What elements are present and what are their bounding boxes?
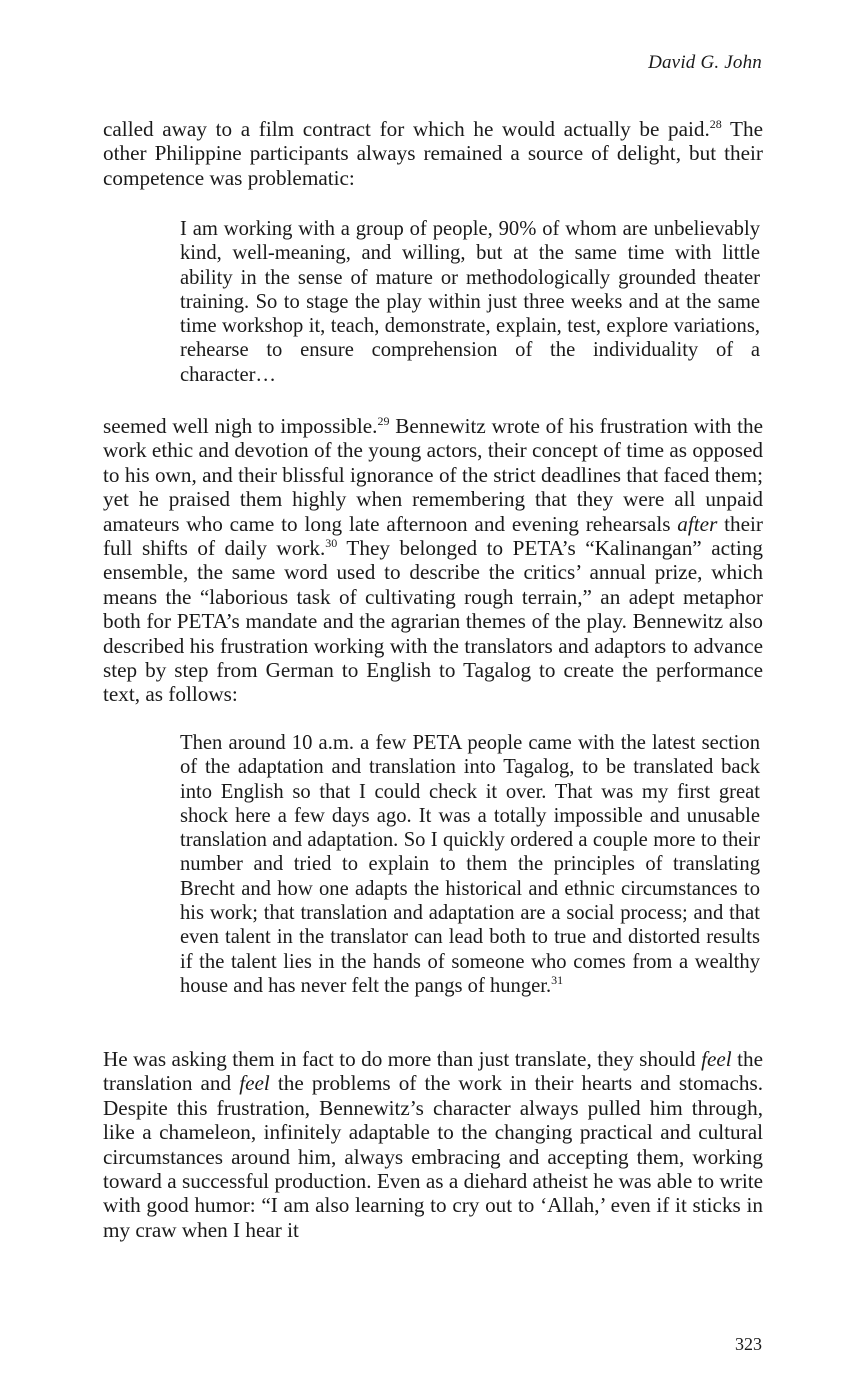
running-head: David G. John	[648, 52, 762, 73]
emphasis: feel	[239, 1071, 270, 1096]
footnote-ref-31[interactable]: 31	[551, 972, 564, 987]
text: The other Philippine participants always remained a source of delight, but their competence was problematic:	[103, 117, 763, 190]
body-paragraph-3	[103, 1047, 763, 1242]
block-quote-2	[180, 731, 760, 998]
emphasis: after	[677, 511, 718, 536]
footnote-ref-29[interactable]: 29	[377, 414, 390, 428]
quote-text: I am working with a group of people, 90% of whom are unbelievably kind, well-meaning, and willing, but at the same time with little ability in the sense of mature or methodologically grounded theater training. So to stage the play within just three weeks and at the same time workshop it, teach, demonstrate, explain, test, explore variations, rehearse to ensure comprehension of the individuality of a character…	[180, 218, 760, 386]
text: called away to a film contract for which he would actually be paid.	[103, 117, 710, 141]
text: He was asking them in fact to do more than just translate, they should	[103, 1047, 702, 1071]
page-number: 323	[735, 1334, 762, 1354]
text: the translation and	[103, 1047, 763, 1096]
quote-text: Then around 10 a.m. a few PETA people came with the latest section of the adaptation and translation into Tagalog, to be translated back into English so that I could check it over. That was my first great shock here a few days ago. It was a totally impossible and unusable translation and adaptation. So I quickly ordered a couple more to their number and tried to explain to them the principles of translating Brecht and how one adapts the historical and ethnic circumstances to his work; that translation and adaptation are a social process; and that even talent in the translator can lead both to true and distorted results if the talent lies in the hands of someone who comes from a wealthy house and has never felt the pangs of hunger.	[180, 732, 760, 997]
text: the problems of the work in their hearts and stomachs. Despite this frustration, Bennewitz’s character always pulled him through, like a chameleon, infinitely adaptable to the changing practical and cultural circumstances around him, always embracing and accepting them, working toward a successful production. Even as a diehard atheist he was able to write with good humor: “I am also learning to cry out to ‘Allah,’ even if it sticks in my craw when I hear it	[103, 1071, 764, 1242]
text: Bennewitz wrote of his frustration with the work ethic and devotion of the young actors, their concept of time as opposed to his own, and their blissful ignorance of the strict deadlines that faced them; yet he praised them highly when remembering that they were all unpaid amateurs who came to long late afternoon and evening rehearsals	[103, 414, 763, 536]
footnote-ref-30[interactable]: 30	[325, 536, 338, 551]
emphasis: feel	[701, 1047, 732, 1071]
text: their full shifts of daily work.	[103, 511, 763, 561]
text: seemed well nigh to impossible.	[103, 414, 378, 438]
block-quote-1	[180, 217, 760, 387]
footnote-ref-28[interactable]: 28	[709, 117, 722, 131]
text: They belonged to PETA’s “Kalinangan” acting ensemble, the same word used to describe the critics’ annual prize, which means the “laborious task of cultivating rough terrain,” an adept metaphor both for PETA’s mandate and the agrarian themes of the play. Bennewitz also described his frustration working with the translators and adaptors to advance step by step from German to English to Tagalog to create the performance text, as follows:	[103, 536, 763, 707]
body-paragraph-1	[103, 117, 763, 190]
body-paragraph-2	[103, 414, 763, 707]
